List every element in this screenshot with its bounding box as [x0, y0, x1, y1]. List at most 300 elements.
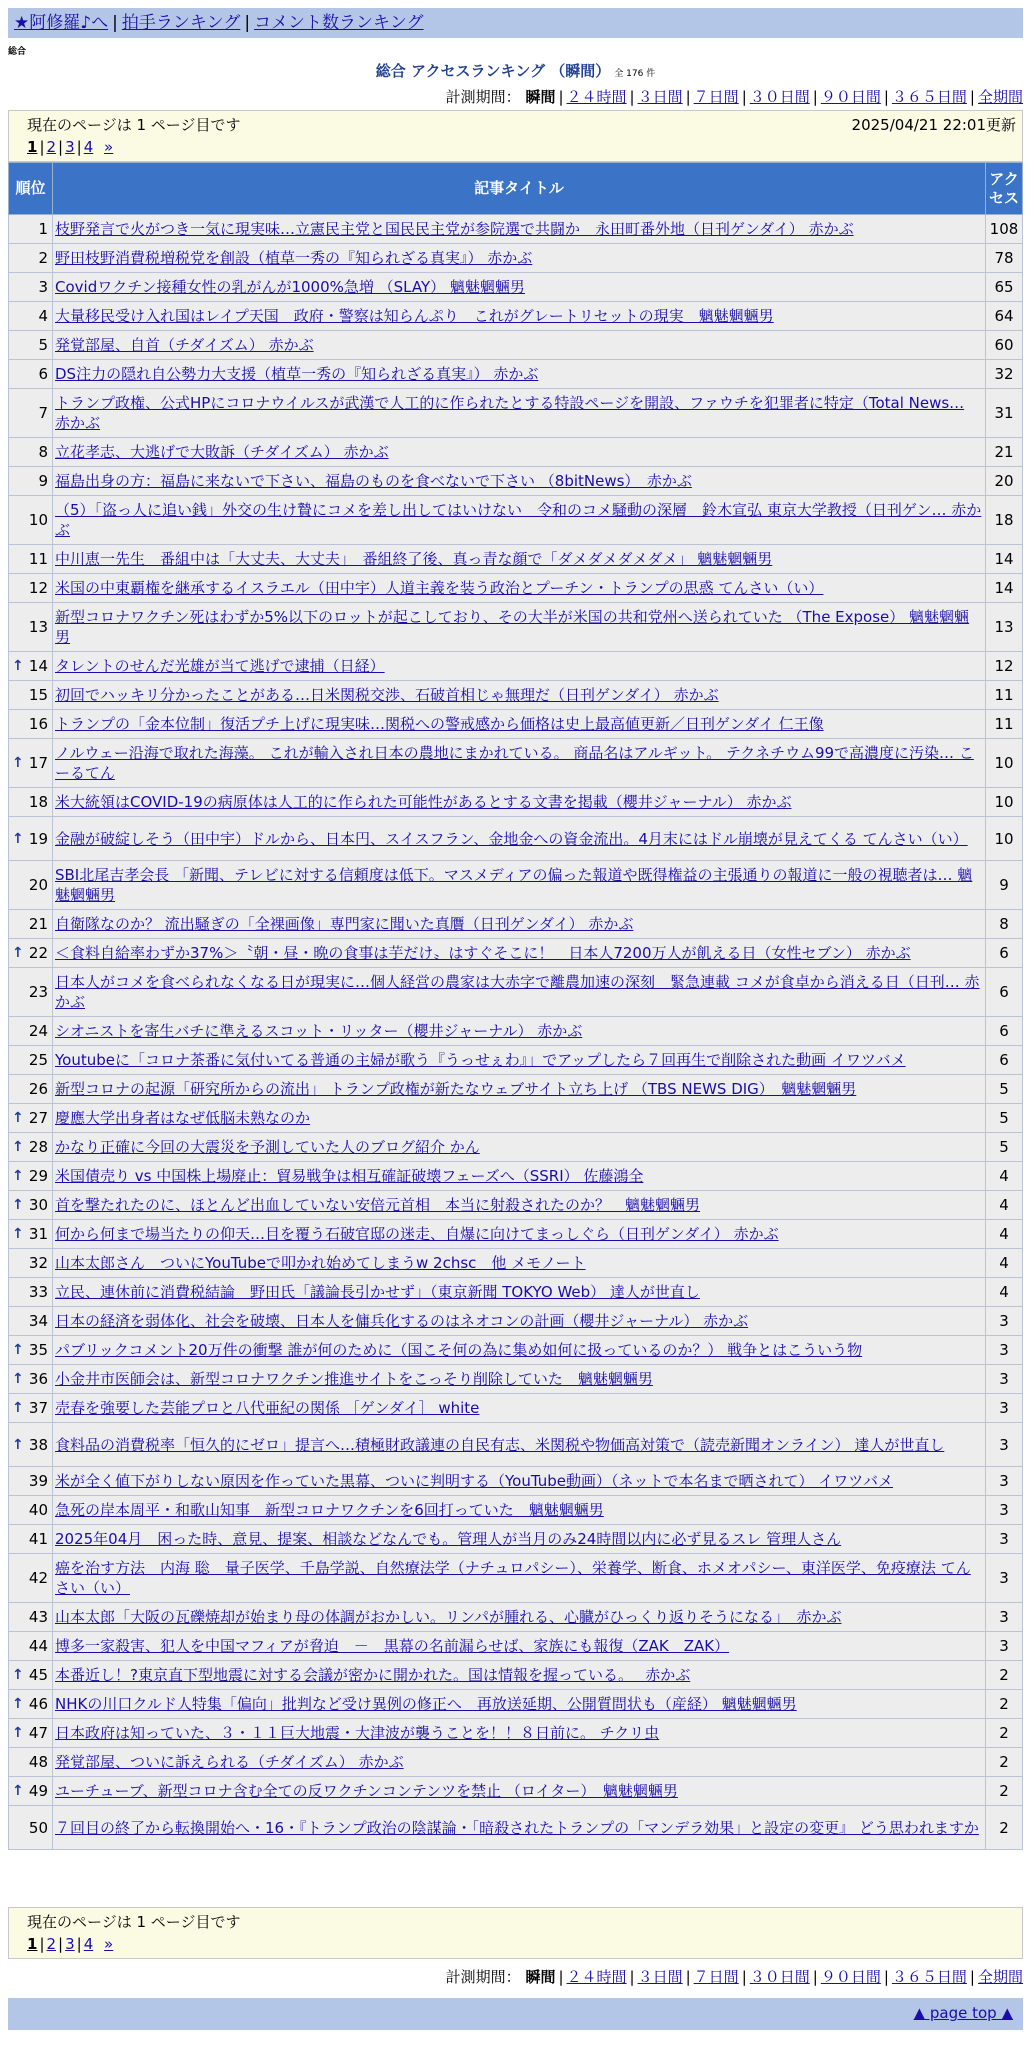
- article-title-link[interactable]: 立花孝志、大逃げで大敗訴（チダイズム） 赤かぶ: [55, 443, 389, 461]
- access-count: 21: [986, 438, 1023, 467]
- article-title-link[interactable]: 新型コロナの起源「研究所からの流出」 トランプ政権が新たなウェブサイト立ち上げ （TBS NEWS DIG） 魑魅魍魎男: [55, 1080, 857, 1098]
- page-2-link[interactable]: 2: [46, 138, 57, 156]
- rank-number: 4: [38, 307, 48, 325]
- page-3-link[interactable]: 3: [65, 1935, 75, 1953]
- access-count: 60: [986, 331, 1023, 360]
- rank-number: 2: [38, 249, 48, 267]
- rank-cell: [9, 1525, 53, 1554]
- article-title-link[interactable]: 大量移民受け入れ国はレイプ天国 政府・警察は知らんぷり これがグレートリセットの現実 魑魅魍魎男: [55, 307, 774, 325]
- title-cell: [53, 1075, 986, 1104]
- table-row: [9, 939, 1023, 968]
- access-count: 10: [986, 817, 1023, 861]
- article-title-link[interactable]: 日本の経済を弱体化、社会を破壊、日本人を傭兵化するのはネオコンの計画（櫻井ジャーナル） 赤かぶ: [55, 1312, 749, 1330]
- access-count: 64: [986, 302, 1023, 331]
- article-title-link[interactable]: 急死の岸本周平・和歌山知事 新型コロナワクチンを6回打っていた 魑魅魍魎男: [55, 1501, 604, 1519]
- access-count: 2: [986, 1661, 1023, 1690]
- access-count: 14: [986, 545, 1023, 574]
- article-title-link[interactable]: 癌を治す方法 内海 聡 量子医学、千島学説、自然療法学（ナチュロパシー）、栄養学、断食、ホメオパシー、東洋医学、免疫療法 てんさい（い）: [55, 1559, 971, 1597]
- access-count: 3: [986, 1632, 1023, 1661]
- table-row: [9, 1554, 1023, 1603]
- rank-number: 37: [28, 1399, 48, 1417]
- rank-number: 5: [38, 336, 48, 354]
- title-cell: [53, 1748, 986, 1777]
- page-top-link[interactable]: ▲ page top ▲: [913, 2004, 1013, 2022]
- period-365d-link[interactable]: ３６５日間: [891, 88, 967, 106]
- rank-cell: [9, 331, 53, 360]
- table-row: [9, 1133, 1023, 1162]
- rank-number: 29: [28, 1167, 48, 1185]
- rank-cell: [9, 1075, 53, 1104]
- article-title-link[interactable]: 山本太郎「大阪の瓦礫焼却が始まり母の体調がおかしい。リンパが腫れる、心臓がひっくり返りそうになる」 赤かぶ: [55, 1608, 842, 1626]
- rank-number: 19: [28, 829, 48, 848]
- article-title-link[interactable]: 慶應大学出身者はなぜ低脳未熟なのか: [55, 1109, 311, 1127]
- rank-cell: [9, 1394, 53, 1423]
- access-count: 4: [986, 1278, 1023, 1307]
- table-row: [9, 652, 1023, 681]
- rank-number: 32: [28, 1254, 48, 1272]
- rank-cell: [9, 1467, 53, 1496]
- rank-up-arrow-icon: ↑: [12, 1667, 24, 1683]
- article-title-link[interactable]: ＜食料自給率わずか37%＞〝朝・昼・晩の食事は芋だけ〟はすぐそこに！ 日本人7200万人が飢える日（女性セブン） 赤かぶ: [55, 944, 911, 962]
- table-row: [9, 302, 1023, 331]
- rank-up-arrow-icon: ↑: [12, 1197, 24, 1213]
- page-current: 1: [27, 1935, 38, 1953]
- page-title: [0, 60, 1031, 81]
- period-separator: |: [969, 1968, 975, 1986]
- access-count: 20: [986, 467, 1023, 496]
- top-nav: [8, 8, 1023, 38]
- title-cell: [53, 1496, 986, 1525]
- article-title-link[interactable]: 小金井市医師会は、新型コロナワクチン推進サイトをこっそり削除していた 魑魅魍魎男: [55, 1370, 653, 1388]
- rank-number: 31: [28, 1225, 48, 1243]
- article-title-link[interactable]: NHKの川口クルド人特集「偏向」批判など受け異例の修正へ 再放送延期、公開質問状も（産経） 魑魅魍魎男: [55, 1695, 797, 1713]
- title-cell: [53, 739, 986, 788]
- table-row: [9, 1525, 1023, 1554]
- table-row: [9, 273, 1023, 302]
- clap-ranking-link[interactable]: 拍手ランキング: [121, 13, 241, 33]
- page-2-link[interactable]: 2: [46, 1935, 57, 1953]
- access-count: 3: [986, 1365, 1023, 1394]
- rank-up-arrow-icon: ↑: [12, 755, 24, 771]
- access-count: 11: [986, 681, 1023, 710]
- rank-cell: [9, 1423, 53, 1467]
- rank-number: 36: [28, 1370, 48, 1388]
- title-cell: [53, 968, 986, 1017]
- table-row: [9, 1104, 1023, 1133]
- page-separator: |: [58, 1935, 64, 1953]
- period-separator: |: [969, 88, 975, 106]
- header-rank: 順位: [9, 163, 53, 215]
- article-title-link[interactable]: DS注力の隠れ自公勢力大支援（植草一秀の『知られざる真実』） 赤かぶ: [55, 365, 539, 383]
- title-cell: [53, 1777, 986, 1806]
- title-cell: [53, 1365, 986, 1394]
- table-row: [9, 1748, 1023, 1777]
- article-title-link[interactable]: SBI北尾吉孝会長 「新聞、テレビに対する信頼度は低下。マスメディアの偏った報道や既得権益の主張通りの報道に一般の視聴者は… 魑魅魍魎男: [55, 866, 973, 904]
- rank-number: 50: [28, 1818, 48, 1837]
- rank-up-arrow-icon: ↑: [12, 945, 24, 961]
- period-separator: |: [685, 1968, 691, 1986]
- rank-cell: [9, 603, 53, 652]
- article-title-link[interactable]: 金融が破綻しそう（田中宇）ドルから、日本円、スイスフラン、金地金への資金流出。4月末にはドル崩壊が見えてくる てんさい（い）: [55, 829, 968, 848]
- nav-separator: |: [244, 13, 251, 33]
- rank-cell: [9, 1249, 53, 1278]
- rank-cell: [9, 1104, 53, 1133]
- title-cell: [53, 389, 986, 438]
- period-90d-link[interactable]: ９０日間: [820, 1968, 881, 1986]
- table-row: [9, 496, 1023, 545]
- article-title-link[interactable]: Covidワクチン接種女性の乳がんが1000%急増 （SLAY） 魑魅魍魎男: [55, 278, 525, 296]
- title-cell: [53, 1307, 986, 1336]
- rank-cell: [9, 1554, 53, 1603]
- table-row: [9, 1365, 1023, 1394]
- page-separator: |: [39, 1935, 45, 1953]
- table-row: [9, 545, 1023, 574]
- rank-cell: [9, 1632, 53, 1661]
- table-row: [9, 574, 1023, 603]
- period-24h-link[interactable]: ２４時間: [566, 1968, 627, 1986]
- access-count: 65: [986, 273, 1023, 302]
- page-separator: |: [76, 138, 82, 156]
- access-count: 3: [986, 1603, 1023, 1632]
- table-row: [9, 1423, 1023, 1467]
- table-row: [9, 1249, 1023, 1278]
- next-page-link[interactable]: »: [104, 1935, 114, 1953]
- rank-cell: [9, 574, 53, 603]
- rank-number: 49: [28, 1782, 48, 1800]
- title-cell: [53, 273, 986, 302]
- table-row: [9, 1467, 1023, 1496]
- access-count: 18: [986, 496, 1023, 545]
- page-title-text: 総合 アクセスランキング （瞬間）: [375, 62, 611, 80]
- access-count: 12: [986, 652, 1023, 681]
- article-title-link[interactable]: 枝野発言で火がつき一気に現実味…立憲民主党と国民民主党が参院選で共闘か 永田町番外地（日刊ゲンダイ） 赤かぶ: [55, 220, 854, 238]
- access-count: 3: [986, 1525, 1023, 1554]
- rank-cell: [9, 545, 53, 574]
- rank-number: 21: [28, 915, 48, 933]
- period-365d-link[interactable]: ３６５日間: [891, 1968, 967, 1986]
- article-title-link[interactable]: 野田枝野消費税増税党を創設（植草一秀の『知られざる真実』） 赤かぶ: [55, 249, 533, 267]
- rank-number: 17: [28, 754, 48, 772]
- table-row: [9, 910, 1023, 939]
- access-count: 3: [986, 1496, 1023, 1525]
- access-count: 13: [986, 603, 1023, 652]
- rank-cell: [9, 467, 53, 496]
- access-count: 5: [986, 1133, 1023, 1162]
- rank-number: 33: [28, 1283, 48, 1301]
- rank-cell: [9, 652, 53, 681]
- article-title-link[interactable]: 中川恵一先生 番組中は「大丈夫、大丈夫」 番組終了後、真っ青な顔で「ダメダメダメダメ」 魑魅魍魎男: [55, 550, 773, 568]
- rank-number: 46: [28, 1695, 48, 1713]
- article-title-link[interactable]: 何から何まで場当たりの仰天…目を覆う石破官邸の迷走、自爆に向けてまっしぐら（日刊ゲンダイ） 赤かぶ: [55, 1225, 779, 1243]
- rank-number: 41: [28, 1530, 48, 1548]
- access-count: 2: [986, 1777, 1023, 1806]
- title-cell: [53, 1525, 986, 1554]
- rank-number: 23: [28, 983, 48, 1001]
- access-count: 2: [986, 1748, 1023, 1777]
- period-separator: |: [558, 1968, 564, 1986]
- table-row: [9, 788, 1023, 817]
- rank-cell: [9, 1748, 53, 1777]
- article-title-link[interactable]: 食料品の消費税率「恒久的にゼロ」提言へ…積極財政議連の自民有志、米関税や物価高対策で（読売新聞オンライン） 達人が世直し: [55, 1435, 945, 1454]
- rank-cell: [9, 244, 53, 273]
- table-row: [9, 360, 1023, 389]
- period-7d-link[interactable]: ７日間: [693, 88, 739, 106]
- title-cell: [53, 1690, 986, 1719]
- title-cell: [53, 574, 986, 603]
- rank-number: 35: [28, 1341, 48, 1359]
- rank-cell: [9, 681, 53, 710]
- next-page-link[interactable]: »: [104, 138, 114, 156]
- title-cell: [53, 360, 986, 389]
- page-4-link[interactable]: 4: [83, 1935, 94, 1953]
- article-title-link[interactable]: 新型コロナワクチン死はわずか5%以下のロットが起こしており、その大半が米国の共和党州へ送られていた （The Expose） 魑魅魍魎男: [55, 608, 970, 646]
- title-cell: [53, 1162, 986, 1191]
- article-title-link[interactable]: 日本人がコメを食べられなくなる日が現実に…個人経営の農家は大赤字で離農加速の深刻 緊急連載 コメが食卓から消える日（日刊… 赤かぶ: [55, 973, 980, 1011]
- page-links: [27, 1935, 113, 1953]
- table-row: [9, 1806, 1023, 1850]
- access-count: 6: [986, 1046, 1023, 1075]
- nav-separator: |: [112, 13, 118, 33]
- rank-number: 18: [28, 793, 48, 811]
- rank-cell: [9, 1017, 53, 1046]
- article-title-link[interactable]: 米国の中東覇権を継承するイスラエル（田中宇）人道主義を装う政治とプーチン・トランプの思惑 てんさい（い）: [55, 579, 824, 597]
- article-title-link[interactable]: 発覚部屋、自首（チダイズム） 赤かぶ: [55, 336, 314, 354]
- title-cell: [53, 1467, 986, 1496]
- period-24h-link[interactable]: ２４時間: [566, 88, 627, 106]
- period-separator: |: [812, 88, 818, 106]
- rank-cell: [9, 1661, 53, 1690]
- article-title-link[interactable]: 福島出身の方：福島に来ないで下さい、福島のものを食べないで下さい （8bitNews） 赤かぶ: [55, 472, 692, 490]
- article-title-link[interactable]: 本番近し！?東京直下型地震に対する会議が密かに開かれた。国は情報を握っている。 赤かぶ: [55, 1666, 691, 1684]
- table-row: [9, 1046, 1023, 1075]
- period-label: 計測期間：: [445, 88, 521, 106]
- ranking-table: [8, 162, 1023, 1850]
- article-title-link[interactable]: シオニストを寄生バチに準えるスコット・リッター（櫻井ジャーナル） 赤かぶ: [55, 1022, 583, 1040]
- title-cell: [53, 1104, 986, 1133]
- title-cell: [53, 1632, 986, 1661]
- table-row: [9, 331, 1023, 360]
- rank-up-arrow-icon: ↑: [12, 1168, 24, 1184]
- table-row: [9, 817, 1023, 861]
- access-count: 108: [986, 215, 1023, 244]
- table-row: [9, 861, 1023, 910]
- article-title-link[interactable]: 米国債売り vs 中国株上場廃止：貿易戦争は相互確証破壊フェーズへ（SSRI） 佐藤鴻全: [55, 1167, 644, 1185]
- rank-cell: [9, 1719, 53, 1748]
- access-count: 9: [986, 861, 1023, 910]
- table-row: [9, 681, 1023, 710]
- access-count: 6: [986, 939, 1023, 968]
- article-title-link[interactable]: トランプの「金本位制」復活プチ上げに現実味…関税への警戒感から価格は史上最高値更新／日刊ゲンダイ 仁王像: [55, 715, 824, 733]
- period-label: 計測期間：: [445, 1968, 521, 1986]
- page-separator: |: [76, 1935, 82, 1953]
- access-count: 4: [986, 1220, 1023, 1249]
- table-row: [9, 1191, 1023, 1220]
- article-title-link[interactable]: 首を撃たれたのに、ほとんど出血していない安倍元首相 本当に射殺されたのか？ 魑魅魍魎男: [55, 1196, 701, 1214]
- article-title-link[interactable]: 発覚部屋、ついに訴えられる（チダイズム） 赤かぶ: [55, 1753, 404, 1771]
- comment-ranking-link[interactable]: コメント数ランキング: [254, 13, 424, 33]
- period-all-link[interactable]: 全期間: [977, 88, 1023, 106]
- access-count: 2: [986, 1806, 1023, 1850]
- table-row: [9, 968, 1023, 1017]
- article-title-link[interactable]: 初回でハッキリ分かったことがある…日米関税交渉、石破首相じゃ無理だ（日刊ゲンダイ） 赤かぶ: [55, 686, 719, 704]
- table-row: [9, 1661, 1023, 1690]
- rank-number: 1: [38, 220, 48, 238]
- rank-number: 11: [28, 550, 48, 568]
- footer-bar: [8, 1998, 1023, 2030]
- page-4-link[interactable]: 4: [83, 138, 94, 156]
- article-title-link[interactable]: 日本政府は知っていた、３・１１巨大地震・大津波が襲うことを！！８日前に。 チクリ虫: [55, 1724, 660, 1742]
- rank-number: 40: [28, 1501, 48, 1519]
- table-row: [9, 1690, 1023, 1719]
- page-current: 1: [27, 138, 38, 156]
- article-title-link[interactable]: 山本太郎さん ついにYouTubeで叩かれ始めてしまうw 2chsc 他 メモノート: [55, 1254, 586, 1272]
- period-7d-link[interactable]: ７日間: [693, 1968, 739, 1986]
- access-count: 10: [986, 788, 1023, 817]
- rank-cell: [9, 739, 53, 788]
- period-3d-link[interactable]: ３日間: [637, 88, 683, 106]
- article-title-link[interactable]: トランプ政権、公式HPにコロナウイルスが武漢で人工的に作られたとする特設ページを開設、ファウチを犯罪者に特定（Total News… 赤かぶ: [55, 394, 965, 432]
- rank-cell: [9, 1365, 53, 1394]
- table-row: [9, 1307, 1023, 1336]
- table-row: [9, 739, 1023, 788]
- article-title-link[interactable]: 売春を強要した芸能プロと八代亜紀の関係 ［ゲンダイ］ white: [55, 1399, 480, 1417]
- article-title-link[interactable]: （5）「盗っ人に追い銭」外交の生け贄にコメを差し出してはいけない 令和のコメ騒動の深層 鈴木宣弘 東京大学教授（日刊ゲン… 赤かぶ: [55, 501, 982, 539]
- period-30d-link[interactable]: ３０日間: [749, 88, 810, 106]
- current-page-text: 現在のページは 1 ページ目です: [27, 116, 241, 134]
- rank-number: 10: [28, 511, 48, 529]
- rank-cell: [9, 215, 53, 244]
- rank-number: 26: [28, 1080, 48, 1098]
- title-cell: [53, 681, 986, 710]
- current-page-text: 現在のページは 1 ページ目です: [27, 1913, 241, 1931]
- access-count: 3: [986, 1554, 1023, 1603]
- access-count: 5: [986, 1104, 1023, 1133]
- period-separator: |: [685, 88, 691, 106]
- table-row: [9, 710, 1023, 739]
- rank-number: 22: [28, 944, 48, 962]
- rank-cell: [9, 1220, 53, 1249]
- rank-cell: [9, 496, 53, 545]
- rank-number: 9: [38, 472, 48, 490]
- rank-number: 43: [28, 1608, 48, 1626]
- period-selector-top: [446, 86, 1023, 107]
- table-row: [9, 1632, 1023, 1661]
- rank-number: 15: [28, 686, 48, 704]
- title-cell: [53, 1336, 986, 1365]
- period-current: 瞬間: [525, 1968, 556, 1986]
- period-selector-bottom: [446, 1966, 1023, 1987]
- access-count: 2: [986, 1719, 1023, 1748]
- rank-up-arrow-icon: ↑: [12, 1783, 24, 1799]
- table-row: [9, 244, 1023, 273]
- article-title-link[interactable]: 自衛隊なのか？ 流出騒ぎの「全裸画像」専門家に聞いた真贋（日刊ゲンダイ） 赤かぶ: [55, 915, 634, 933]
- table-row: [9, 438, 1023, 467]
- article-title-link[interactable]: 米大統領はCOVID-19の病原体は人工的に作られた可能性があるとする文書を掲載（櫻井ジャーナル） 赤かぶ: [55, 793, 792, 811]
- article-title-link[interactable]: かなり正確に今回の大震災を予測していた人のブログ紹介 かん: [55, 1138, 480, 1156]
- period-separator: |: [558, 88, 564, 106]
- article-title-link[interactable]: 立民、連休前に消費税結論 野田氏「議論長引かせず」（東京新聞 TOKYO Web） 達人が世直し: [55, 1283, 700, 1301]
- rank-number: 6: [38, 365, 48, 383]
- rank-number: 45: [28, 1666, 48, 1684]
- table-row: [9, 215, 1023, 244]
- rank-cell: [9, 1603, 53, 1632]
- page-3-link[interactable]: 3: [65, 138, 75, 156]
- table-row: [9, 1777, 1023, 1806]
- access-count: 4: [986, 1249, 1023, 1278]
- pager-top: [8, 110, 1023, 162]
- page-links: [27, 138, 113, 156]
- access-count: 32: [986, 360, 1023, 389]
- ranking-table-body: [9, 215, 1023, 1850]
- access-count: 31: [986, 389, 1023, 438]
- rank-number: 39: [28, 1472, 48, 1490]
- rank-up-arrow-icon: ↑: [12, 658, 24, 674]
- title-cell: [53, 1719, 986, 1748]
- rank-number: 3: [38, 278, 48, 296]
- period-3d-link[interactable]: ３日間: [637, 1968, 683, 1986]
- article-title-link[interactable]: ノルウェー沿海で取れた海藻。 これが輸入され日本の農地にまかれている。 商品名はアルギット。 テクネチウム99で高濃度に汚染… こーるてん: [55, 744, 974, 782]
- rank-number: 24: [28, 1022, 48, 1040]
- rank-number: 30: [28, 1196, 48, 1214]
- rank-number: 12: [28, 579, 48, 597]
- access-count: 6: [986, 968, 1023, 1017]
- rank-up-arrow-icon: ↑: [12, 1696, 24, 1712]
- access-count: 4: [986, 1191, 1023, 1220]
- access-count: 2: [986, 1690, 1023, 1719]
- period-all-link[interactable]: 全期間: [977, 1968, 1023, 1986]
- title-cell: [53, 910, 986, 939]
- rank-number: 28: [28, 1138, 48, 1156]
- rank-cell: [9, 1191, 53, 1220]
- period-separator: |: [741, 1968, 747, 1986]
- article-title-link[interactable]: ７回目の終了から転換開始へ・16・『トランプ政治の陰謀論・「暗殺されたトランプの「マンデラ効果」と設定の変更』 どう思われますか: [55, 1818, 979, 1837]
- article-title-link[interactable]: パブリックコメント20万件の衝撃 誰が何のために（国こそ何の為に集め如何に扱っているのか？） 戦争とはこういう物: [55, 1341, 863, 1359]
- home-link[interactable]: ★阿修羅♪へ: [14, 13, 109, 33]
- rank-number: 7: [38, 404, 48, 422]
- page-separator: |: [39, 138, 45, 156]
- title-cell: [53, 1661, 986, 1690]
- title-cell: [53, 1046, 986, 1075]
- article-title-link[interactable]: 博多一家殺害、犯人を中国マフィアが脅迫 － 黒幕の名前漏らせば、家族にも報復（ZAK ZAK）: [55, 1637, 730, 1655]
- period-30d-link[interactable]: ３０日間: [749, 1968, 810, 1986]
- title-cell: [53, 817, 986, 861]
- article-title-link[interactable]: 米が全く値下がりしない原因を作っていた黒幕、ついに判明する（YouTube動画）（ネットで本名まで晒されて） イワツバメ: [55, 1472, 893, 1490]
- rank-up-arrow-icon: ↑: [12, 1110, 24, 1126]
- rank-up-arrow-icon: ↑: [12, 1400, 24, 1416]
- article-title-link[interactable]: Youtubeに「コロナ茶番に気付いてる普通の主婦が歌う『うっせぇわ』」でアップしたら７回再生で削除された動画 イワツバメ: [55, 1051, 906, 1069]
- rank-cell: [9, 1278, 53, 1307]
- table-row: [9, 1278, 1023, 1307]
- rank-number: 48: [28, 1753, 48, 1771]
- rank-cell: [9, 1496, 53, 1525]
- title-cell: [53, 438, 986, 467]
- access-count: 3: [986, 1423, 1023, 1467]
- table-row: [9, 603, 1023, 652]
- title-cell: [53, 1603, 986, 1632]
- title-cell: [53, 710, 986, 739]
- table-row: [9, 1162, 1023, 1191]
- article-title-link[interactable]: ユーチューブ、新型コロナ含む全ての反ワクチンコンテンツを禁止 （ロイター） 魑魅魍魎男: [55, 1782, 678, 1800]
- rank-up-arrow-icon: ↑: [12, 1436, 24, 1453]
- period-90d-link[interactable]: ９０日間: [820, 88, 881, 106]
- rank-cell: [9, 1806, 53, 1850]
- rank-cell: [9, 788, 53, 817]
- rank-cell: [9, 1690, 53, 1719]
- article-title-link[interactable]: タレントのせんだ光雄が当て逃げで逮捕（日経）: [55, 657, 385, 675]
- article-title-link[interactable]: 2025年04月 困った時、意見、提案、相談などなんでも。管理人が当月のみ24時間以内に必ず見るスレ 管理人さん: [55, 1530, 842, 1548]
- header-access: アクセス: [986, 163, 1023, 215]
- rank-number: 47: [28, 1724, 48, 1742]
